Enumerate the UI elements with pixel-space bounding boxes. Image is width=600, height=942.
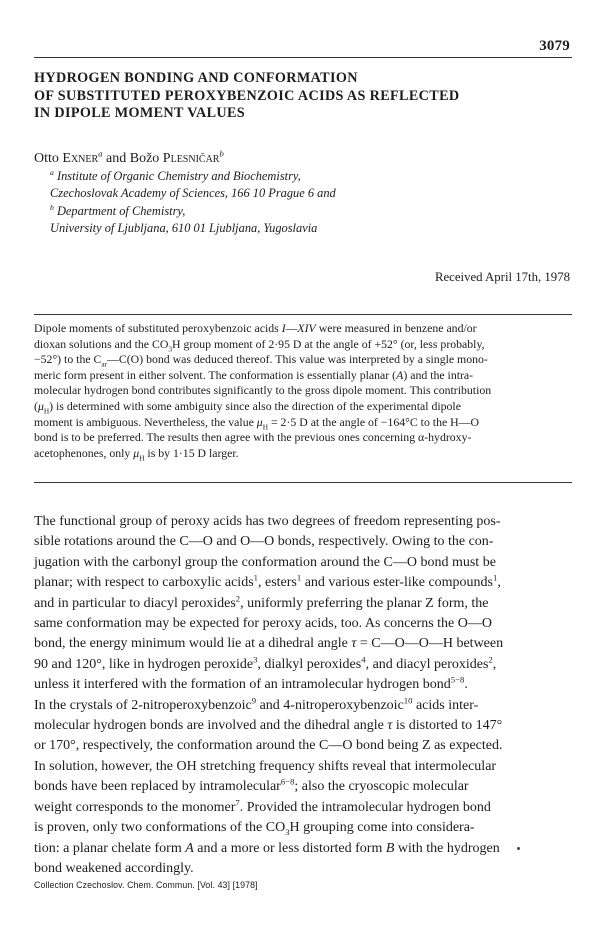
body-line: In solution, however, the OH stretching frequency shifts reveal that intermolecular [34,758,497,774]
print-speck [517,847,520,850]
affiliation-line: $^a$ Institute of Organic Chemistry and Biochemistry, [50,167,301,183]
received-date: Received April 17th, 1978 [434,270,570,284]
body-line: and in particular to diacyl peroxides$^2$, uniformly preferring the planar Z form, the [34,592,489,611]
body-line: bond weakened accordingly. [34,860,194,876]
abstract-line: $(\mu_H)$ is determined with some ambiguity since also the direction of the experimental dipole [34,398,461,416]
body-line: bonds have been replaced by intramolecular$^{6-8}$; also the cryoscopic molecular [34,776,469,795]
author-joiner: and [102,151,130,166]
body-line: is proven, only two conformations of the $CO_3H$ grouping come into considera- [34,820,475,837]
affiliation-mark: a [98,148,103,159]
author-surname: Exner [62,151,99,166]
body-line: molecular hydrogen bonds are involved and the dihedral angle τ is distorted to 147° [34,718,503,734]
abstract-line: bond is to be preferred. The results then agree with the previous ones concerning α-hydroxy- [34,430,472,445]
abstract [34,321,572,461]
journal-footer: Collection Czechoslov. Chem. Commun. [Vol. 43] [1978] [34,880,258,890]
author-surname: Plesničar [162,151,220,166]
title-line: OF SUBSTITUTED PEROXYBENZOIC ACIDS AS REFLECTED [34,87,460,104]
body-line: tion: a planar chelate form A and a more or less distorted form B with the hydrogen [34,840,500,856]
author-given-name: Božo [129,151,163,166]
abstract-bottom-rule [34,482,572,483]
body-text [34,512,574,879]
affiliations [50,168,336,238]
abstract-top-rule [34,314,572,315]
title-line: HYDROGEN BONDING AND CONFORMATION [34,70,358,86]
abstract-line: −52°) to the $C_{ar}—C(O)$ bond was deduced thereof. This value was interpreted by a single mono- [34,352,488,369]
affiliation-line: Czechoslovak Academy of Sciences, 166 10 Prague 6 and [50,186,336,201]
article-title [34,70,574,123]
abstract-line: meric form present in either solvent. The conformation is essentially planar (A) and the intra- [34,367,474,382]
affiliation-mark: b [219,148,224,159]
abstract-line: acetophenones, only $\mu_H$ is by 1·15 D larger. [34,445,239,463]
body-line: In the crystals of 2-nitroperoxybenzoic$^9$ and 4-nitroperoxybenzoic$^{10}$ acids inter- [34,695,479,713]
author-given-name: Otto [34,151,63,166]
body-line: same conformation may be expected for peroxy acids, too. As concerns the O—O [34,616,492,632]
body-line: 90 and 120°, like in hydrogen peroxide$^3$, dialkyl peroxides$^4$, and diacyl peroxides$^2$, [34,654,497,672]
body-line: weight corresponds to the monomer$^7$. Provided the intramolecular hydrogen bond [34,797,491,815]
body-line: jugation with the carbonyl group the conformation around the C—O bond must be [34,554,496,570]
title-line: IN DIPOLE MOMENT VALUES [34,105,246,121]
page-number: 3079 [539,38,570,54]
affiliation-line: University of Ljubljana, 610 01 Ljubljana, Yugoslavia [50,221,318,236]
author-line [34,148,224,167]
body-line: The functional group of peroxy acids has two degrees of freedom representing pos- [34,514,501,529]
affiliation-line: $^b$ Department of Chemistry, [50,202,186,218]
abstract-line: moment is ambiguous. Nevertheless, the value $\mu_H = 2\cdot 5$ D at the angle of −164°C to the H—O [34,414,479,431]
body-line: unless it interfered with the formation of an intramolecular hydrogen bond$^{5-8}$. [34,674,468,693]
body-line: bond, the energy minimum would lie at a dihedral angle τ = C—O—O—H between [34,636,504,652]
header-rule [34,57,572,58]
abstract-line: molecular hydrogen bond contributes significantly to the gross dipole moment. This contribution [34,383,492,398]
body-line: or 170°, respectively, the conformation around the C—O bond being Z as expected. [34,738,503,754]
body-line: planar; with respect to carboxylic acids$^1$, esters$^1$ and various ester-like compounds$^1$, [34,572,501,591]
abstract-line: Dipole moments of substituted peroxybenzoic acids I—XIV were measured in benzene and/or [34,321,477,335]
abstract-line: dioxan solutions and the $CO_3H$ group moment of 2·95 D at the angle of +52° (or, less probably, [34,336,485,353]
body-line: sible rotations around the C—O and O—O bonds, respectively. Owing to the con- [34,534,494,550]
